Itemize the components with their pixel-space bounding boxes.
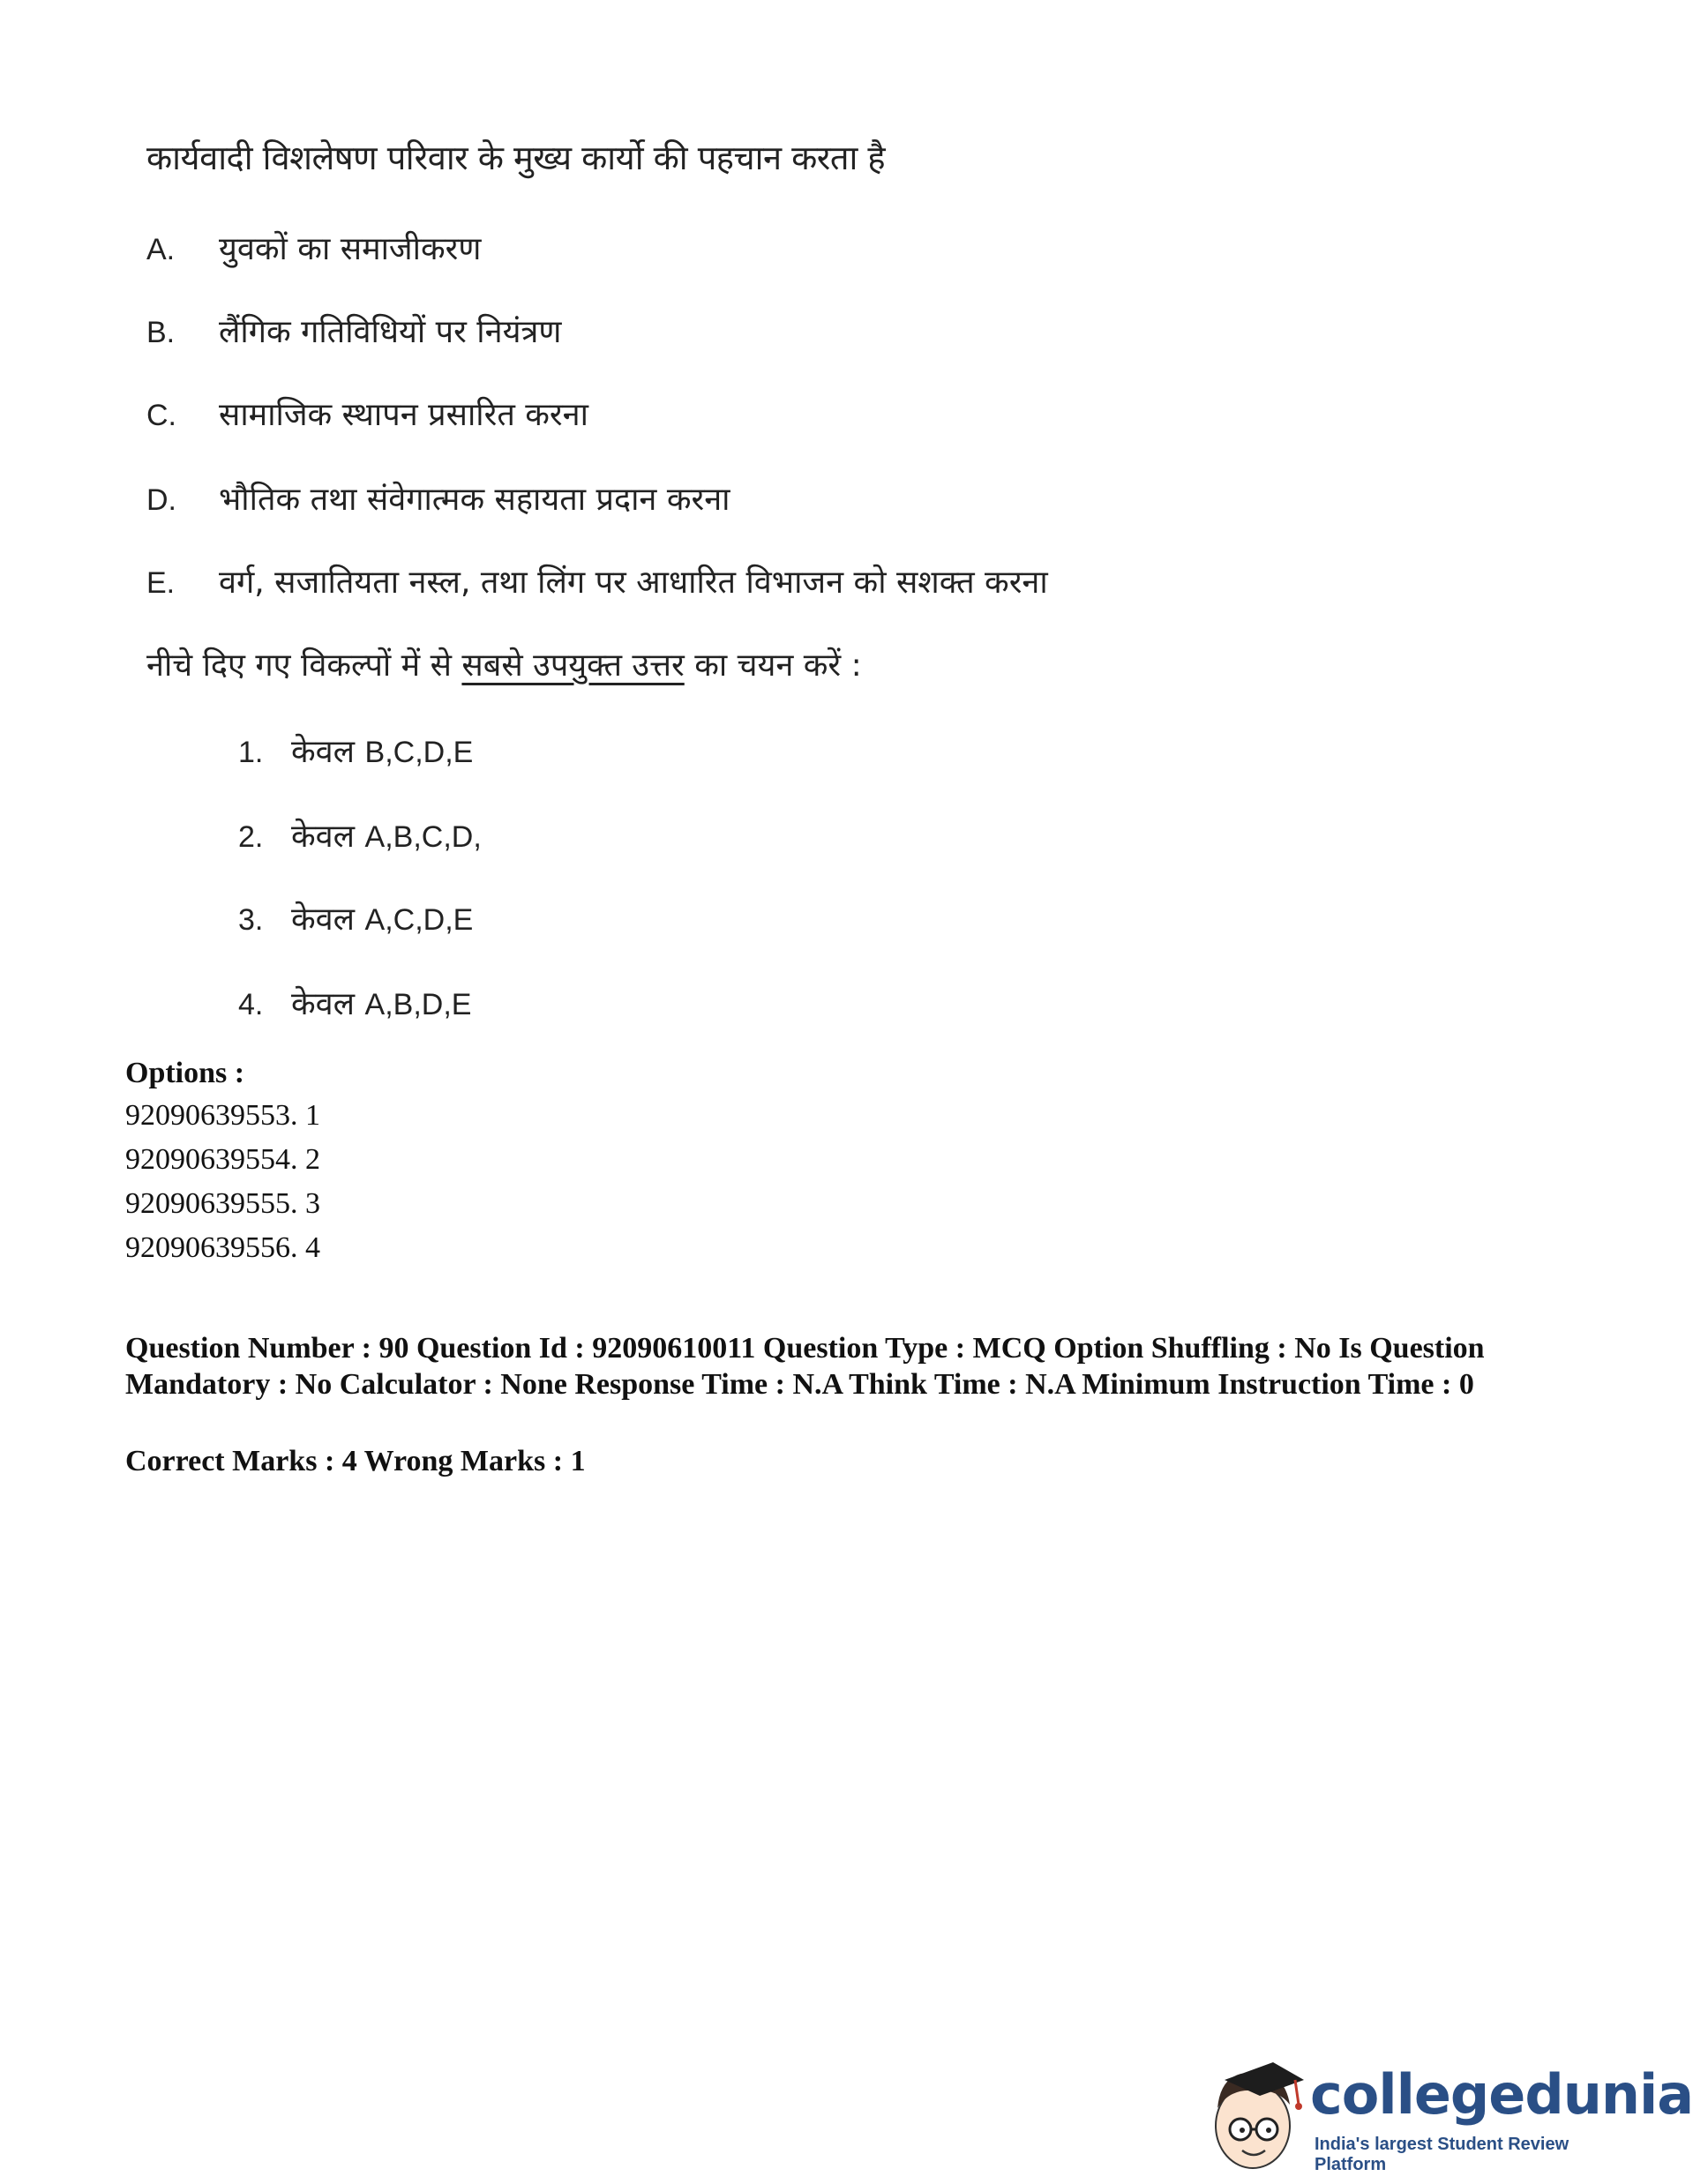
choice-1	[238, 729, 473, 772]
question-meta: Question Number : 90 Question Id : 92090610011 Question Type : MCQ Option Shuffling : No Is Question Mandatory : No Calculator : None Response Time : N.A Think Time : N.A Minimum Instruction Time : 0	[125, 1332, 1485, 1401]
statement-text: सामाजिक स्थापन प्रसारित करना	[219, 397, 588, 433]
statement-c	[146, 392, 588, 435]
statement-text: वर्ग, सजातियता नस्ल, तथा लिंग पर आधारित विभाजन को सशक्त करना	[219, 565, 1048, 601]
logo-tagline: India's largest Student Review Platform	[1315, 2135, 1569, 2174]
instruction-post: का चयन करें :	[684, 647, 862, 684]
choice-codes: A,B,D,E	[364, 988, 472, 1021]
choice-codes: A,B,C,D,	[364, 820, 482, 854]
choice-word: केवल	[291, 986, 356, 1022]
instruction-pre: नीचे दिए गए विकल्पों में से	[146, 647, 462, 684]
statement-label: B.	[146, 316, 176, 349]
marks-info: Correct Marks : 4 Wrong Marks : 1	[125, 1445, 586, 1477]
choice-number: 1.	[238, 736, 264, 769]
choice-codes: B,C,D,E	[364, 736, 474, 769]
statement-label: C.	[146, 399, 176, 432]
statement-text: भौतिक तथा संवेगात्मक सहायता प्रदान करना	[219, 482, 730, 518]
choice-codes: A,C,D,E	[364, 903, 474, 937]
instruction	[146, 642, 862, 685]
option-item: 92090639554. 2	[125, 1143, 320, 1176]
question-text: कार्यवादी विशलेषण परिवार के मुख्य कार्यो की पहचान करता है	[146, 138, 886, 177]
choice-number: 2.	[238, 820, 264, 854]
choice-number: 4.	[238, 988, 264, 1021]
instruction-underlined: सबसे उपयुक्त उत्तर	[461, 647, 685, 684]
statement-e	[146, 559, 1048, 602]
options-heading: Options :	[125, 1057, 245, 1089]
statement-d	[146, 476, 730, 520]
statement-label: A.	[146, 233, 176, 266]
statement-b	[146, 309, 561, 352]
option-item: 92090639555. 3	[125, 1187, 320, 1220]
statement-label: E.	[146, 566, 176, 600]
statement-a	[146, 226, 481, 269]
statement-label: D.	[146, 483, 176, 517]
choice-number: 3.	[238, 903, 264, 937]
logo-wordmark: collegedunia	[1310, 2062, 1693, 2127]
option-item: 92090639553. 1	[125, 1099, 320, 1132]
choice-word: केवल	[291, 901, 356, 938]
choice-word: केवल	[291, 734, 356, 770]
option-item: 92090639556. 4	[125, 1231, 320, 1264]
choice-2	[238, 813, 482, 856]
choice-word: केवल	[291, 819, 356, 855]
statement-text: युवकों का समाजीकरण	[219, 231, 482, 267]
statement-text: लैंगिक गतिविधियों पर नियंत्रण	[219, 314, 562, 350]
choice-3	[238, 896, 473, 939]
choice-4	[238, 981, 471, 1024]
